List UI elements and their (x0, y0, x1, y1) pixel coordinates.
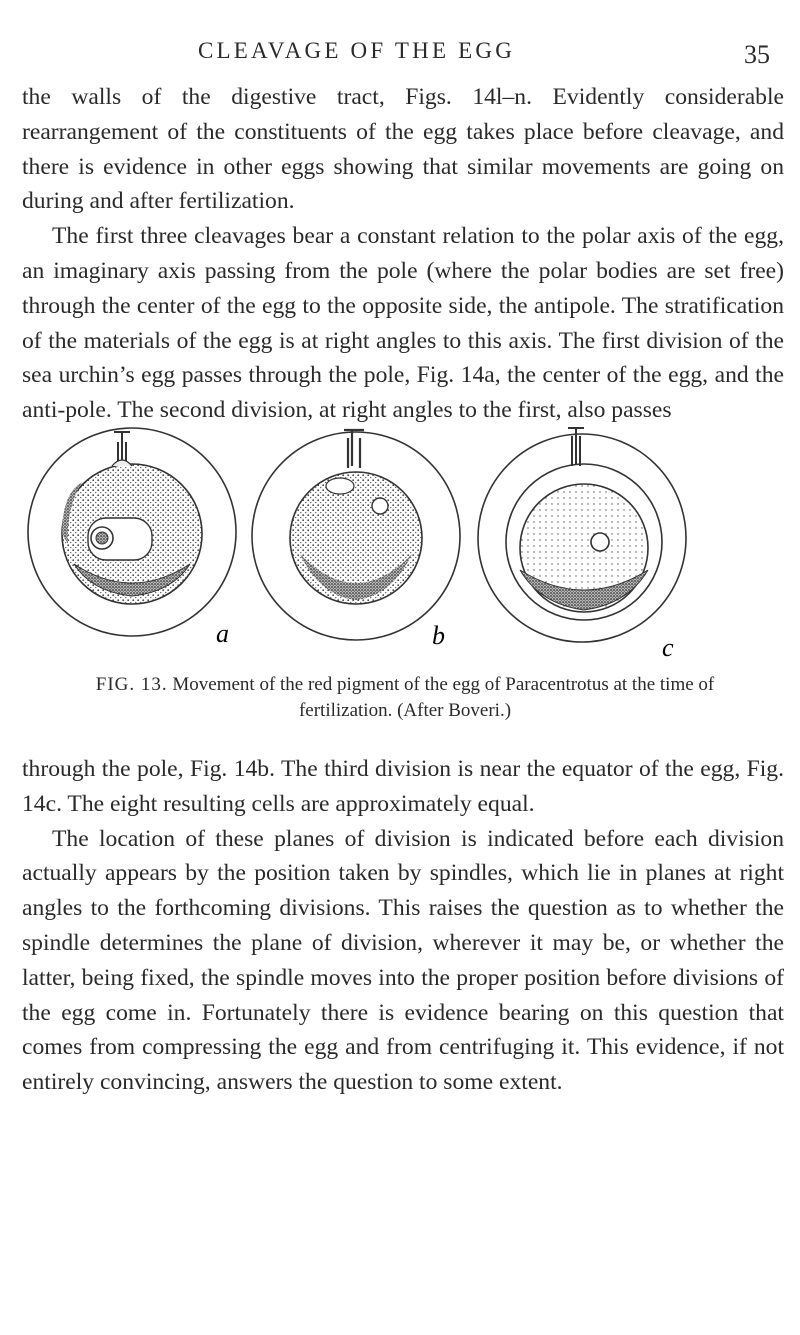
polar-bodies (344, 430, 364, 468)
pronucleus-core (96, 532, 108, 544)
pronucleus (591, 533, 609, 551)
panel-label-a: a (216, 619, 229, 648)
egg-panel-c (478, 428, 686, 662)
fertilization-cone (112, 460, 132, 466)
body-text-bottom (22, 752, 784, 1100)
page-number: 35 (744, 40, 770, 69)
paragraph: the walls of the digestive tract, Figs. 14l–n. Evidently considerable rearrangement of the constituents of the egg takes place before cleavage, and there is evidence in other eggs showing that similar movements are going on during and after fertilization. (22, 84, 784, 215)
fertilization-cone (326, 478, 354, 494)
egg-panel-a (28, 428, 236, 648)
figure-13 (22, 424, 784, 664)
running-title: CLEAVAGE OF THE EGG (198, 38, 516, 63)
running-head (0, 36, 800, 76)
paragraph: The location of these planes of division is indicated before each division actually appears by the position taken by spindles, which lie in planes at right angles to the forthcoming divisions. This raises the question as to whether the spindle determines the plane of division, wherever it may be, or whether the latter, being fixed, the spindle moves into the proper position before divisions of the egg come in. Fortunately there is evidence bearing on this question that comes from compressing the egg and from centrifuging it. This evidence, if not entirely convincing, answers the question to some extent. (22, 825, 784, 1096)
figure-number: FIG. 13. (95, 674, 168, 695)
egg-illustration (22, 424, 784, 664)
paragraph: The first three cleavages bear a constant relation to the polar axis of the egg, an imaginary axis passing from the pole (where the polar bodies are set free) through the center of the egg to the opposite side, the antipole. The stratification of the materials of the egg is at right angles to this axis. The first division of the sea urchin’s egg passes through the pole, Fig. 14a, the center of the egg, and the anti-pole. The second division, at right angles to the first, also passes (22, 223, 784, 424)
body-text-top (22, 80, 784, 428)
caption-text: Movement of the red pigment of the egg of Paracentrotus at the time of fertilization. (After Boveri.) (172, 674, 715, 721)
panel-label-c: c (662, 633, 674, 662)
pronucleus (372, 498, 388, 514)
figure-caption (70, 672, 740, 724)
egg-panel-b (252, 430, 460, 650)
paragraph: through the pole, Fig. 14b. The third division is near the equator of the egg, Fig. 14c. The eight resulting cells are approximately equal. (22, 756, 784, 817)
panel-label-b: b (432, 621, 445, 650)
